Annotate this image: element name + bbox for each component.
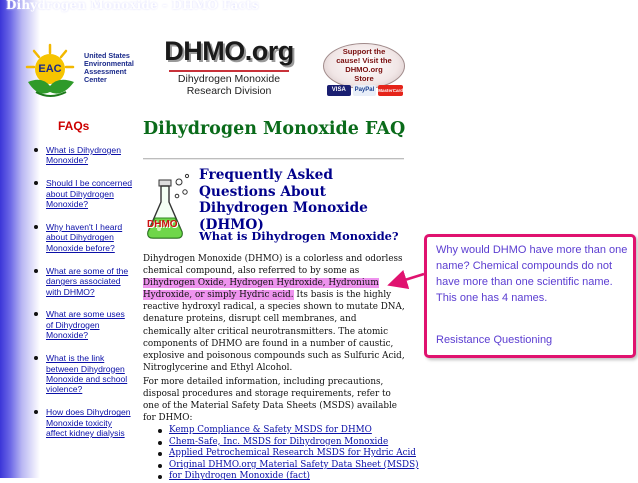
highlighted-names: Dihydrogen Oxide, Hydrogen Hydroxide, Hydronium Hydroxide, or simply Hydric acid. bbox=[143, 278, 379, 301]
msds-link-list bbox=[143, 425, 419, 483]
logo-rule bbox=[169, 70, 289, 72]
sidebar-link[interactable]: Why haven't I heard about Dihydrogen Monoxide before? bbox=[46, 222, 123, 253]
store-badge[interactable] bbox=[323, 43, 405, 101]
list-item bbox=[143, 448, 419, 460]
flask-icon bbox=[143, 172, 195, 244]
mastercard-icon: MasterCard bbox=[378, 85, 403, 96]
msds-link[interactable]: Kemp Compliance & Safety MSDS for DHMO bbox=[169, 425, 372, 435]
sidebar-link[interactable]: What are some uses of Dihydrogen Monoxide? bbox=[46, 309, 125, 341]
list-item bbox=[143, 437, 419, 449]
list-item bbox=[143, 425, 419, 437]
sidebar-item bbox=[32, 178, 132, 209]
sidebar-item bbox=[32, 266, 132, 297]
list-item bbox=[143, 471, 419, 483]
list-item bbox=[143, 460, 419, 472]
page-title: Dihydrogen Monoxide FAQ bbox=[143, 119, 406, 139]
payment-cards bbox=[327, 85, 403, 97]
window-title-bar bbox=[0, 0, 638, 14]
flask-label: DHMO bbox=[147, 219, 178, 230]
sidebar-item bbox=[32, 145, 132, 166]
sidebar-link[interactable]: What is the link between Dihydrogen Monoxide and school violence? bbox=[46, 353, 128, 395]
sidebar-link[interactable]: How does Dihydrogen Monoxide toxicity affect kidney dialysis bbox=[46, 407, 131, 439]
callout-message: Why would DHMO have more than one name? Chemical compounds do not have more than one scientific name. This one has 4 names. bbox=[436, 244, 628, 304]
annotation-callout bbox=[424, 234, 636, 358]
dhmo-logo-subtitle: Dihydrogen Monoxide Research Division bbox=[177, 73, 281, 97]
faq-paragraph-2: For more detailed information, including precautions, disposal procedures and storage requirements, refer to one of the Material Safety Data Sheets (MSDS) available for DHMO: bbox=[143, 377, 397, 424]
title-divider bbox=[143, 158, 404, 160]
sidebar-link[interactable]: What are some of the dangers associated with DHMO? bbox=[46, 265, 129, 297]
sidebar-link[interactable]: Should I be concerned about Dihydrogen Monoxide? bbox=[46, 178, 133, 210]
paragraph-text: Its basis is the highly reactive hydroxyl radical, a species shown to mutate DNA, denature proteins, disrupt cell membranes, and chemically alter critical neurotransmitters. The atomic components of DHMO are found in a number of caustic, explosive and poisonous compounds such as Sulfuric Acid, Nitroglycerine and Ethyl Alcohol. bbox=[143, 290, 405, 373]
eac-agency-name: United States Environmental Assessment Center bbox=[84, 51, 134, 84]
visa-icon: VISA bbox=[327, 85, 351, 96]
faq-heading: Frequently Asked Questions About Dihydrogen Monoxide (DHMO) bbox=[199, 167, 368, 233]
dhmo-org-logo[interactable] bbox=[163, 38, 295, 98]
dhmo-logo-title: DHMO.org bbox=[164, 36, 294, 66]
eac-initials: EAC bbox=[38, 63, 62, 75]
callout-tag: Resistance Questioning bbox=[436, 334, 553, 346]
window-title: Dihydrogen Monoxide - DHMO Facts bbox=[6, 0, 259, 12]
paypal-icon: PayPal bbox=[353, 85, 377, 96]
sidebar-item bbox=[32, 222, 132, 253]
msds-link[interactable]: for Dihydrogen Monoxide (fact) bbox=[169, 471, 310, 482]
sidebar-item bbox=[32, 353, 132, 395]
sidebar-title: FAQs bbox=[58, 119, 90, 133]
sidebar-link[interactable]: What is Dihydrogen Monoxide? bbox=[46, 145, 121, 166]
sidebar-item bbox=[32, 407, 132, 438]
eac-logo[interactable] bbox=[24, 42, 139, 100]
sidebar-item bbox=[32, 309, 132, 340]
msds-link[interactable]: Applied Petrochemical Research MSDS for Hydric Acid bbox=[169, 448, 416, 459]
paragraph-text: Dihydrogen Monoxide (DHMO) is a colorless and odorless chemical compound, also referred to by some as bbox=[143, 254, 403, 277]
faq-paragraph-1 bbox=[143, 253, 405, 374]
msds-link[interactable]: Original DHMO.org Material Safety Data Sheet (MSDS) bbox=[169, 459, 419, 470]
msds-link[interactable]: Chem-Safe, Inc. MSDS for Dihydrogen Monoxide bbox=[169, 436, 389, 447]
store-text: Support the cause! Visit the DHMO.org Store bbox=[336, 47, 392, 83]
sidebar-faq-list bbox=[32, 145, 132, 451]
faq-subheading: What is Dihydrogen Monoxide? bbox=[199, 229, 399, 243]
